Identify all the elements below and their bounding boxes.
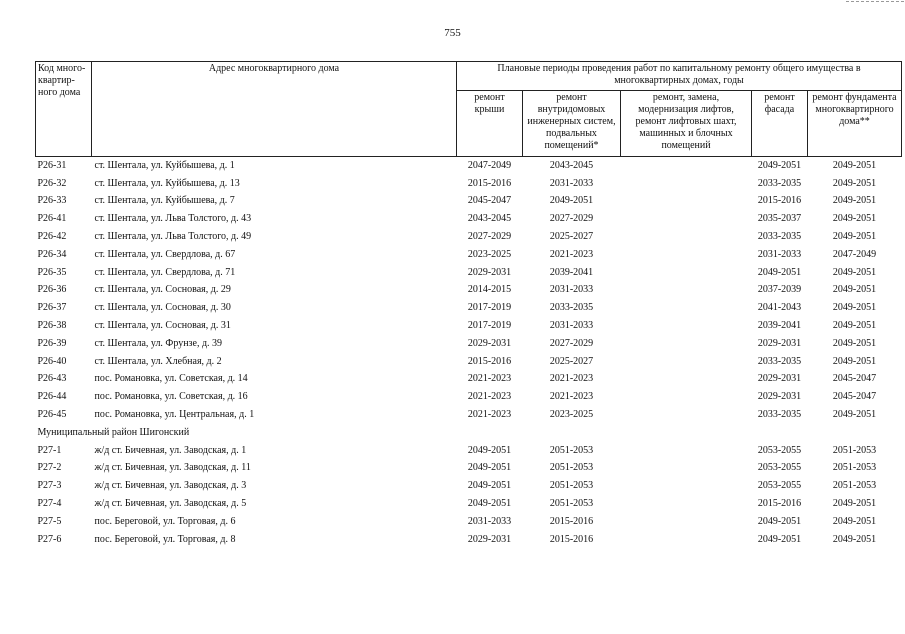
cell-elevator bbox=[621, 175, 752, 193]
cell-address: ст. Шентала, ул. Сосновая, д. 31 bbox=[94, 320, 231, 332]
cell-facade: 2033-2035 bbox=[757, 231, 802, 243]
cell-address: ст. Шентала, ул. Сосновая, д. 29 bbox=[94, 284, 231, 296]
cell-code: Р27-5 bbox=[37, 515, 62, 527]
table-body bbox=[36, 157, 902, 549]
cell-address: ж/д ст. Бичевная, ул. Заводская, д. 5 bbox=[94, 498, 247, 510]
cell-code: Р26-42 bbox=[37, 231, 67, 243]
cell-elevator bbox=[621, 388, 752, 406]
cell-roof: 2027-2029 bbox=[467, 231, 512, 243]
cell-internal: 2027-2029 bbox=[549, 213, 594, 225]
cell-elevator bbox=[621, 477, 752, 495]
cell-address: пос. Береговой, ул. Торговая, д. 8 bbox=[94, 533, 236, 545]
cell-elevator bbox=[621, 299, 752, 317]
cell-code: Р26-33 bbox=[37, 195, 67, 207]
table-header bbox=[36, 62, 902, 157]
cell-roof: 2029-2031 bbox=[467, 266, 512, 278]
cell-roof: 2023-2025 bbox=[467, 248, 512, 260]
cell-elevator bbox=[621, 264, 752, 282]
header-facade: ремонт фасада bbox=[752, 91, 808, 157]
cell-internal: 2021-2023 bbox=[549, 391, 594, 403]
cell-foundation: 2049-2051 bbox=[832, 498, 877, 510]
cell-address: ж/д ст. Бичевная, ул. Заводская, д. 11 bbox=[94, 462, 251, 474]
cell-internal: 2031-2033 bbox=[549, 284, 594, 296]
table-row bbox=[36, 335, 902, 353]
cell-foundation: 2049-2051 bbox=[832, 355, 877, 367]
cell-code: Р26-31 bbox=[37, 159, 67, 171]
table-row bbox=[36, 299, 902, 317]
cell-facade: 2033-2035 bbox=[757, 409, 802, 421]
cell-internal: 2015-2016 bbox=[549, 533, 594, 545]
cell-foundation: 2049-2051 bbox=[832, 213, 877, 225]
cell-code: Р27-6 bbox=[37, 533, 62, 545]
cell-foundation: 2049-2051 bbox=[832, 409, 877, 421]
table-row bbox=[36, 157, 902, 175]
cell-elevator bbox=[621, 406, 752, 424]
cell-roof: 2017-2019 bbox=[467, 302, 512, 314]
cell-facade: 2053-2055 bbox=[757, 462, 802, 474]
header-internal-systems: ремонт внутридомовых инженерных систем, подвальных помещений* bbox=[523, 91, 621, 157]
cell-internal: 2051-2053 bbox=[549, 498, 594, 510]
cell-elevator bbox=[621, 513, 752, 531]
cell-code: Р26-41 bbox=[37, 213, 67, 225]
header-foundation: ремонт фундамента многоквартирного дома** bbox=[808, 91, 902, 157]
cell-code: Р26-32 bbox=[37, 177, 67, 189]
cell-internal: 2027-2029 bbox=[549, 337, 594, 349]
table-row bbox=[36, 513, 902, 531]
table-row bbox=[36, 495, 902, 513]
cell-roof: 2014-2015 bbox=[467, 284, 512, 296]
cell-code: Р26-44 bbox=[37, 391, 67, 403]
table-row bbox=[36, 228, 902, 246]
cell-internal: 2031-2033 bbox=[549, 320, 594, 332]
cell-code: Р27-4 bbox=[37, 498, 62, 510]
cell-code: Р26-34 bbox=[37, 248, 67, 260]
table-row bbox=[36, 246, 902, 264]
cell-foundation: 2051-2053 bbox=[832, 462, 877, 474]
cell-facade: 2035-2037 bbox=[757, 213, 802, 225]
cell-code: Р26-43 bbox=[37, 373, 67, 385]
cell-facade: 2049-2051 bbox=[757, 533, 802, 545]
cell-code: Р26-40 bbox=[37, 355, 67, 367]
cell-elevator bbox=[621, 282, 752, 300]
cell-roof: 2021-2023 bbox=[467, 373, 512, 385]
cell-elevator bbox=[621, 193, 752, 211]
cell-roof: 2047-2049 bbox=[467, 159, 512, 171]
cell-roof: 2049-2051 bbox=[467, 444, 512, 456]
cell-internal: 2049-2051 bbox=[549, 195, 594, 207]
cell-roof: 2015-2016 bbox=[467, 177, 512, 189]
cell-facade: 2053-2055 bbox=[757, 444, 802, 456]
cell-elevator bbox=[621, 335, 752, 353]
cell-internal: 2031-2033 bbox=[549, 177, 594, 189]
table-row bbox=[36, 193, 902, 211]
table-row bbox=[36, 353, 902, 371]
cell-address: ст. Шентала, ул. Куйбышева, д. 7 bbox=[94, 195, 235, 207]
page-number: 755 bbox=[444, 27, 461, 39]
cell-code: Р27-2 bbox=[37, 462, 62, 474]
cell-address: ст. Шентала, ул. Сосновая, д. 30 bbox=[94, 302, 231, 314]
cell-internal: 2015-2016 bbox=[549, 515, 594, 527]
cell-internal: 2051-2053 bbox=[549, 444, 594, 456]
cell-code: Р26-37 bbox=[37, 302, 67, 314]
cell-facade: 2029-2031 bbox=[757, 391, 802, 403]
cell-facade: 2037-2039 bbox=[757, 284, 802, 296]
cell-foundation: 2049-2051 bbox=[832, 266, 877, 278]
cell-facade: 2031-2033 bbox=[757, 248, 802, 260]
cell-elevator bbox=[621, 442, 752, 460]
table-row bbox=[36, 371, 902, 389]
cell-address: пос. Романовка, ул. Центральная, д. 1 bbox=[94, 409, 255, 421]
cell-address: ст. Шентала, ул. Куйбышева, д. 13 bbox=[94, 177, 240, 189]
cell-roof: 2021-2023 bbox=[467, 409, 512, 421]
repair-schedule-table bbox=[35, 61, 902, 549]
cell-address: ст. Шентала, ул. Фрунзе, д. 39 bbox=[94, 337, 223, 349]
table-row bbox=[36, 460, 902, 478]
cell-foundation: 2049-2051 bbox=[832, 320, 877, 332]
cell-facade: 2049-2051 bbox=[757, 515, 802, 527]
table-row bbox=[36, 210, 902, 228]
cell-roof: 2029-2031 bbox=[467, 533, 512, 545]
cell-internal: 2025-2027 bbox=[549, 355, 594, 367]
table-row bbox=[36, 175, 902, 193]
cell-foundation: 2049-2051 bbox=[832, 302, 877, 314]
cell-foundation: 2049-2051 bbox=[832, 231, 877, 243]
cell-address: ж/д ст. Бичевная, ул. Заводская, д. 3 bbox=[94, 480, 247, 492]
header-code: Код много-квартир-ного дома bbox=[36, 62, 92, 157]
cell-code: Р26-36 bbox=[37, 284, 67, 296]
cell-elevator bbox=[621, 531, 752, 549]
cell-facade: 2041-2043 bbox=[757, 302, 802, 314]
cell-address: пос. Береговой, ул. Торговая, д. 6 bbox=[94, 515, 236, 527]
cell-foundation: 2049-2051 bbox=[832, 177, 877, 189]
cell-roof: 2029-2031 bbox=[467, 337, 512, 349]
table-row bbox=[36, 531, 902, 549]
header-elevator: ремонт, замена, модернизация лифтов, ремонт лифтовых шахт, машинных и блочных помещений bbox=[621, 91, 752, 157]
table-row bbox=[36, 442, 902, 460]
cell-roof: 2049-2051 bbox=[467, 480, 512, 492]
cell-roof: 2031-2033 bbox=[467, 515, 512, 527]
cell-foundation: 2049-2051 bbox=[832, 533, 877, 545]
cell-foundation: 2049-2051 bbox=[832, 515, 877, 527]
cell-internal: 2051-2053 bbox=[549, 462, 594, 474]
table-row bbox=[36, 406, 902, 424]
cell-facade: 2039-2041 bbox=[757, 320, 802, 332]
cell-internal: 2021-2023 bbox=[549, 248, 594, 260]
cell-facade: 2033-2035 bbox=[757, 355, 802, 367]
cell-address: ж/д ст. Бичевная, ул. Заводская, д. 1 bbox=[94, 444, 247, 456]
table-row bbox=[36, 317, 902, 335]
cell-facade: 2053-2055 bbox=[757, 480, 802, 492]
cell-roof: 2021-2023 bbox=[467, 391, 512, 403]
cell-elevator bbox=[621, 371, 752, 389]
table-row bbox=[36, 477, 902, 495]
cell-facade: 2029-2031 bbox=[757, 373, 802, 385]
cell-facade: 2049-2051 bbox=[757, 159, 802, 171]
cell-foundation: 2045-2047 bbox=[832, 373, 877, 385]
header-periods-group: Плановые периоды проведения работ по капитальному ремонту общего имущества в многоквартирных домах, годы bbox=[457, 62, 902, 91]
cell-internal: 2025-2027 bbox=[549, 231, 594, 243]
cell-code: Р26-45 bbox=[37, 409, 67, 421]
cell-elevator bbox=[621, 460, 752, 478]
cell-address: ст. Шентала, ул. Свердлова, д. 67 bbox=[94, 248, 236, 260]
cell-foundation: 2049-2051 bbox=[832, 195, 877, 207]
cell-internal: 2023-2025 bbox=[549, 409, 594, 421]
header-roof: ремонт крыши bbox=[457, 91, 523, 157]
cell-code: Р26-39 bbox=[37, 337, 67, 349]
cell-facade: 2049-2051 bbox=[757, 266, 802, 278]
cell-address: ст. Шентала, ул. Льва Толстого, д. 49 bbox=[94, 231, 252, 243]
cell-elevator bbox=[621, 210, 752, 228]
cell-foundation: 2051-2053 bbox=[832, 480, 877, 492]
cell-facade: 2015-2016 bbox=[757, 498, 802, 510]
cell-address: пос. Романовка, ул. Советская, д. 16 bbox=[94, 391, 248, 403]
cell-roof: 2017-2019 bbox=[467, 320, 512, 332]
table-row bbox=[36, 388, 902, 406]
cell-internal: 2033-2035 bbox=[549, 302, 594, 314]
cell-code: Р26-35 bbox=[37, 266, 67, 278]
cell-foundation: 2045-2047 bbox=[832, 391, 877, 403]
cell-internal: 2051-2053 bbox=[549, 480, 594, 492]
cell-code: Р27-3 bbox=[37, 480, 62, 492]
cell-facade: 2015-2016 bbox=[757, 195, 802, 207]
cell-internal: 2043-2045 bbox=[549, 159, 594, 171]
cell-elevator bbox=[621, 317, 752, 335]
table-row bbox=[36, 264, 902, 282]
header-address: Адрес многоквартирного дома bbox=[92, 62, 457, 157]
cell-roof: 2049-2051 bbox=[467, 462, 512, 474]
cell-internal: 2021-2023 bbox=[549, 373, 594, 385]
cell-foundation: 2051-2053 bbox=[832, 444, 877, 456]
cell-facade: 2029-2031 bbox=[757, 337, 802, 349]
cell-foundation: 2049-2051 bbox=[832, 337, 877, 349]
cell-address: ст. Шентала, ул. Свердлова, д. 71 bbox=[94, 266, 236, 278]
cell-elevator bbox=[621, 246, 752, 264]
cell-roof: 2049-2051 bbox=[467, 498, 512, 510]
scan-artifact bbox=[846, 1, 904, 2]
section-title: Муниципальный район Шигонский bbox=[37, 426, 190, 438]
cell-elevator bbox=[621, 495, 752, 513]
cell-code: Р27-1 bbox=[37, 444, 62, 456]
cell-foundation: 2047-2049 bbox=[832, 248, 877, 260]
cell-address: ст. Шентала, ул. Хлебная, д. 2 bbox=[94, 355, 222, 367]
cell-foundation: 2049-2051 bbox=[832, 159, 877, 171]
table-row bbox=[36, 282, 902, 300]
section-row bbox=[36, 424, 902, 442]
cell-roof: 2045-2047 bbox=[467, 195, 512, 207]
cell-elevator bbox=[621, 228, 752, 246]
cell-address: ст. Шентала, ул. Куйбышева, д. 1 bbox=[94, 159, 235, 171]
cell-roof: 2015-2016 bbox=[467, 355, 512, 367]
cell-roof: 2043-2045 bbox=[467, 213, 512, 225]
cell-elevator bbox=[621, 157, 752, 175]
cell-code: Р26-38 bbox=[37, 320, 67, 332]
cell-address: ст. Шентала, ул. Льва Толстого, д. 43 bbox=[94, 213, 252, 225]
cell-foundation: 2049-2051 bbox=[832, 284, 877, 296]
cell-facade: 2033-2035 bbox=[757, 177, 802, 189]
cell-address: пос. Романовка, ул. Советская, д. 14 bbox=[94, 373, 248, 385]
cell-elevator bbox=[621, 353, 752, 371]
cell-internal: 2039-2041 bbox=[549, 266, 594, 278]
